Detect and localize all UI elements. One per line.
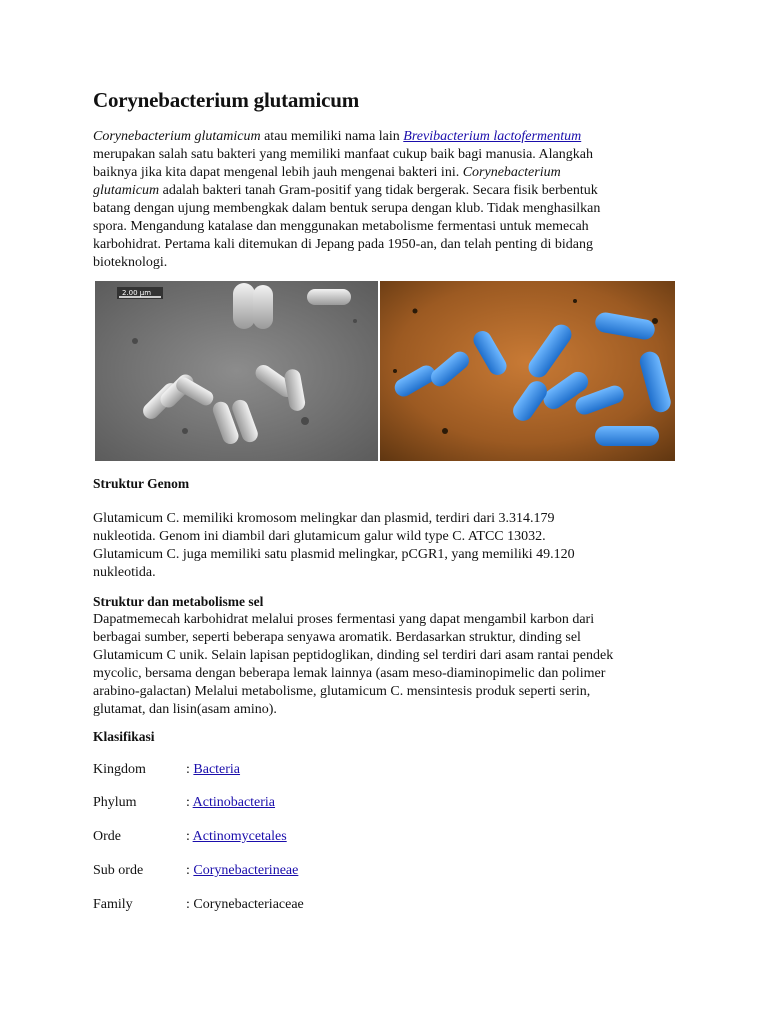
genome-line: Glutamicum C. memiliki kromosom melingkar dan plasmid, terdiri dari 3.314.179 bbox=[93, 511, 555, 526]
row-label: Family bbox=[93, 897, 133, 912]
intro-line: spora. Mengandung katalase dan menggunakan metabolisme fermentasi untuk memecah bbox=[93, 219, 589, 234]
scale-label: 2.00 μm bbox=[122, 289, 152, 297]
orde-link[interactable]: Actinomycetales bbox=[192, 829, 287, 844]
row-label: Sub orde bbox=[93, 863, 144, 878]
species-name: glutamicum bbox=[93, 183, 160, 198]
structure-line: Dapatmemecah karbohidrat melalui proses fermentasi yang dapat mengambil karbon dari bbox=[93, 612, 595, 627]
genome-heading: Struktur Genom bbox=[93, 476, 190, 491]
row-separator: : bbox=[186, 829, 193, 844]
colored-image-icon bbox=[380, 281, 675, 461]
row-separator: : bbox=[186, 897, 194, 912]
species-name: Corynebacterium bbox=[462, 165, 561, 180]
structure-heading: Struktur dan metabolisme sel bbox=[93, 594, 264, 609]
structure-line: berbagai sumber, seperti beberapa senyawa aromatik. Berdasarkan struktur, dinding sel bbox=[93, 630, 581, 645]
genome-line: nukleotida. bbox=[93, 565, 156, 580]
row-separator: : bbox=[186, 795, 193, 810]
bacteria-microscopy-image bbox=[95, 281, 675, 461]
intro-text: atau memiliki nama lain bbox=[260, 129, 404, 144]
row-separator: : bbox=[186, 762, 194, 777]
page-title: Corynebacterium glutamicum bbox=[93, 88, 360, 112]
row-label: Phylum bbox=[93, 795, 137, 810]
classification-heading: Klasifikasi bbox=[93, 729, 155, 744]
suborde-link[interactable]: Corynebacterineae bbox=[193, 863, 299, 878]
family-value: Corynebacteriaceae bbox=[193, 897, 304, 912]
intro-line: karbohidrat. Pertama kali ditemukan di Jepang pada 1950-an, dan telah penting di bidang bbox=[93, 237, 593, 252]
structure-paragraph bbox=[93, 611, 613, 719]
structure-line: glutamat, dan lisin(asam amino). bbox=[93, 702, 277, 717]
brevibacterium-link[interactable]: Brevibacterium lactofermentum bbox=[403, 129, 582, 144]
intro-line: merupakan salah satu bakteri yang memiliki manfaat cukup baik bagi manusia. Alangkah bbox=[93, 147, 593, 162]
row-label: Orde bbox=[93, 829, 121, 844]
intro-paragraph bbox=[93, 128, 693, 272]
sem-image-icon bbox=[95, 281, 378, 461]
structure-line: Glutamicum C unik. Selain lapisan peptidoglikan, dinding sel terdiri dari asam rantai pendek bbox=[93, 648, 614, 663]
genome-line: Glutamicum C. juga memiliki satu plasmid melingkar, pCGR1, yang memiliki 49.120 bbox=[93, 547, 575, 562]
genome-line: nukleotida. Genom ini diambil dari glutamicum galur wild type C. ATCC 13032. bbox=[93, 529, 546, 544]
structure-line: arabino-galactan) Melalui metabolisme, glutamicum C. mensintesis produk seperti serin, bbox=[93, 684, 591, 699]
kingdom-link[interactable]: Bacteria bbox=[193, 762, 241, 777]
row-separator: : bbox=[186, 863, 194, 878]
row-label: Kingdom bbox=[93, 762, 146, 777]
intro-line: adalah bakteri tanah Gram-positif yang tidak bergerak. Secara fisik berbentuk bbox=[159, 183, 598, 198]
species-name: Corynebacterium glutamicum bbox=[93, 129, 261, 144]
intro-line: bioteknologi. bbox=[93, 255, 168, 270]
intro-line: baiknya jika kita dapat mengenal lebih jauh mengenai bakteri ini. bbox=[93, 165, 463, 180]
structure-line: mycolic, bersama dengan beberapa lemak lainnya (asam meso-diaminopimelic dan polimer bbox=[93, 666, 606, 681]
genome-paragraph bbox=[93, 510, 575, 582]
phylum-link[interactable]: Actinobacteria bbox=[192, 795, 276, 810]
intro-line: batang dengan ujung membengkak dalam bentuk serupa dengan klub. Tidak menghasilkan bbox=[93, 201, 601, 216]
